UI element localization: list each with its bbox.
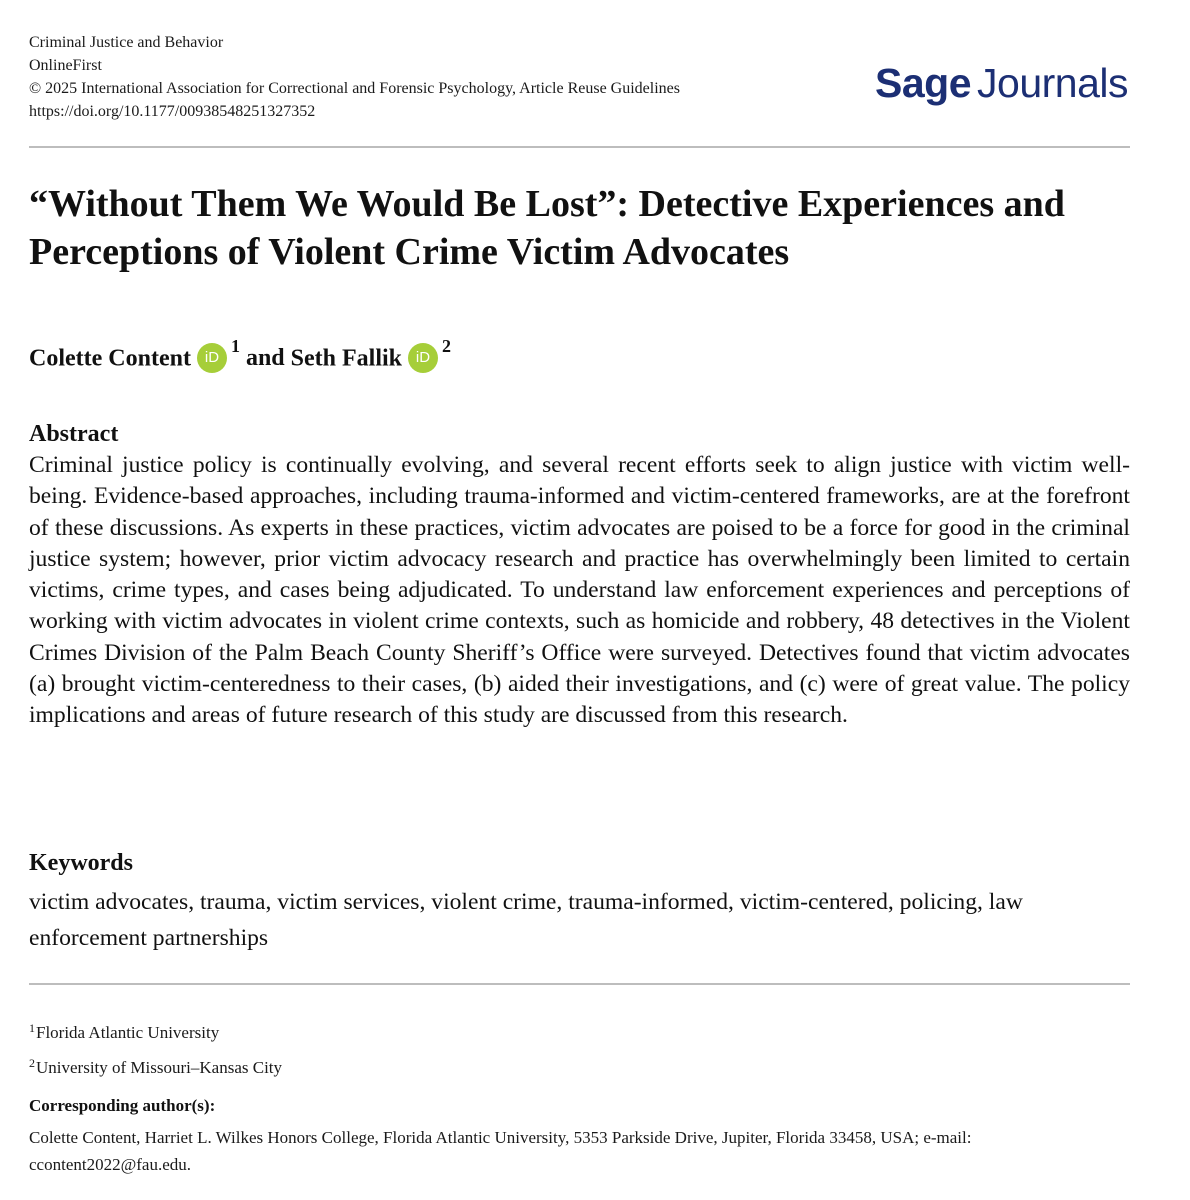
- header-divider: [29, 146, 1130, 148]
- affiliation-name: Florida Atlantic University: [36, 1023, 220, 1042]
- sage-journals-logo[interactable]: [875, 62, 1128, 104]
- publication-status: OnlineFirst: [29, 57, 102, 74]
- logo-journals-text: Journals: [977, 60, 1128, 106]
- footer-divider: [29, 983, 1130, 985]
- article-page: [29, 28, 1130, 1174]
- author-affiliation-marker-1[interactable]: 1: [230, 336, 240, 356]
- logo-sage-text: Sage: [875, 60, 972, 106]
- author-affiliation-marker-2[interactable]: 2: [442, 336, 452, 356]
- article-title: “Without Them We Would Be Lost”: Detective Experiences and Perceptions of Violent Crime Victim Advocates: [29, 183, 1065, 273]
- affiliation-item: [29, 1013, 282, 1048]
- orcid-icon[interactable]: iD: [197, 343, 227, 373]
- affiliation-name: University of Missouri–Kansas City: [36, 1058, 283, 1077]
- author-list: [29, 329, 457, 375]
- author-name-1[interactable]: Colette Content: [29, 345, 191, 372]
- affiliation-marker: 1: [29, 1021, 35, 1035]
- affiliation-item: [29, 1048, 282, 1083]
- journal-name[interactable]: Criminal Justice and Behavior: [29, 34, 224, 51]
- affiliation-list: [29, 1013, 282, 1083]
- copyright-line[interactable]: © 2025 International Association for Correctional and Forensic Psychology, Article Reuse Guidelines: [29, 80, 680, 97]
- keywords-text: victim advocates, trauma, victim services, violent crime, trauma-informed, victim-centered, policing, law enforcement partnerships: [29, 889, 1023, 951]
- affiliation-marker: 2: [29, 1056, 35, 1070]
- journal-meta: [29, 31, 680, 123]
- corresponding-author-details: Colette Content, Harriet L. Wilkes Honors College, Florida Atlantic University, 5353 Parkside Drive, Jupiter, Florida 33458, USA; e-mail: ccontent2022@fau.edu.: [29, 1128, 972, 1174]
- orcid-icon[interactable]: iD: [408, 343, 438, 373]
- doi-link[interactable]: https://doi.org/10.1177/00938548251327352: [29, 103, 316, 120]
- article-header: [29, 28, 1130, 128]
- author-name-2[interactable]: Seth Fallik: [290, 345, 403, 372]
- abstract-heading: Abstract: [29, 421, 119, 447]
- corresponding-author-heading: Corresponding author(s):: [29, 1096, 216, 1115]
- author-connector: and: [245, 345, 285, 372]
- abstract-text: Criminal justice policy is continually evolving, and several recent efforts seek to align justice with victim well-being. Evidence-based approaches, including trauma-informed and victim-centered frameworks, are at the forefront of these discussions. As experts in these practices, victim advocates are poised to be a force for good in the criminal justice system; however, prior victim advocacy research and practice has overwhelmingly been limited to certain victims, crime types, and cases being adjudicated. To understand law enforcement experiences and perceptions of working with victim advocates in violent crime contexts, such as homicide and robbery, 48 detectives in the Violent Crimes Division of the Palm Beach County Sheriff’s Office were surveyed. Detectives found that victim advocates (a) brought victim-centeredness to their cases, (b) aided their investigations, and (c) were of great value. The policy implications and areas of future research of this study are discussed from this research.: [29, 452, 1130, 729]
- keywords-heading: Keywords: [29, 850, 133, 876]
